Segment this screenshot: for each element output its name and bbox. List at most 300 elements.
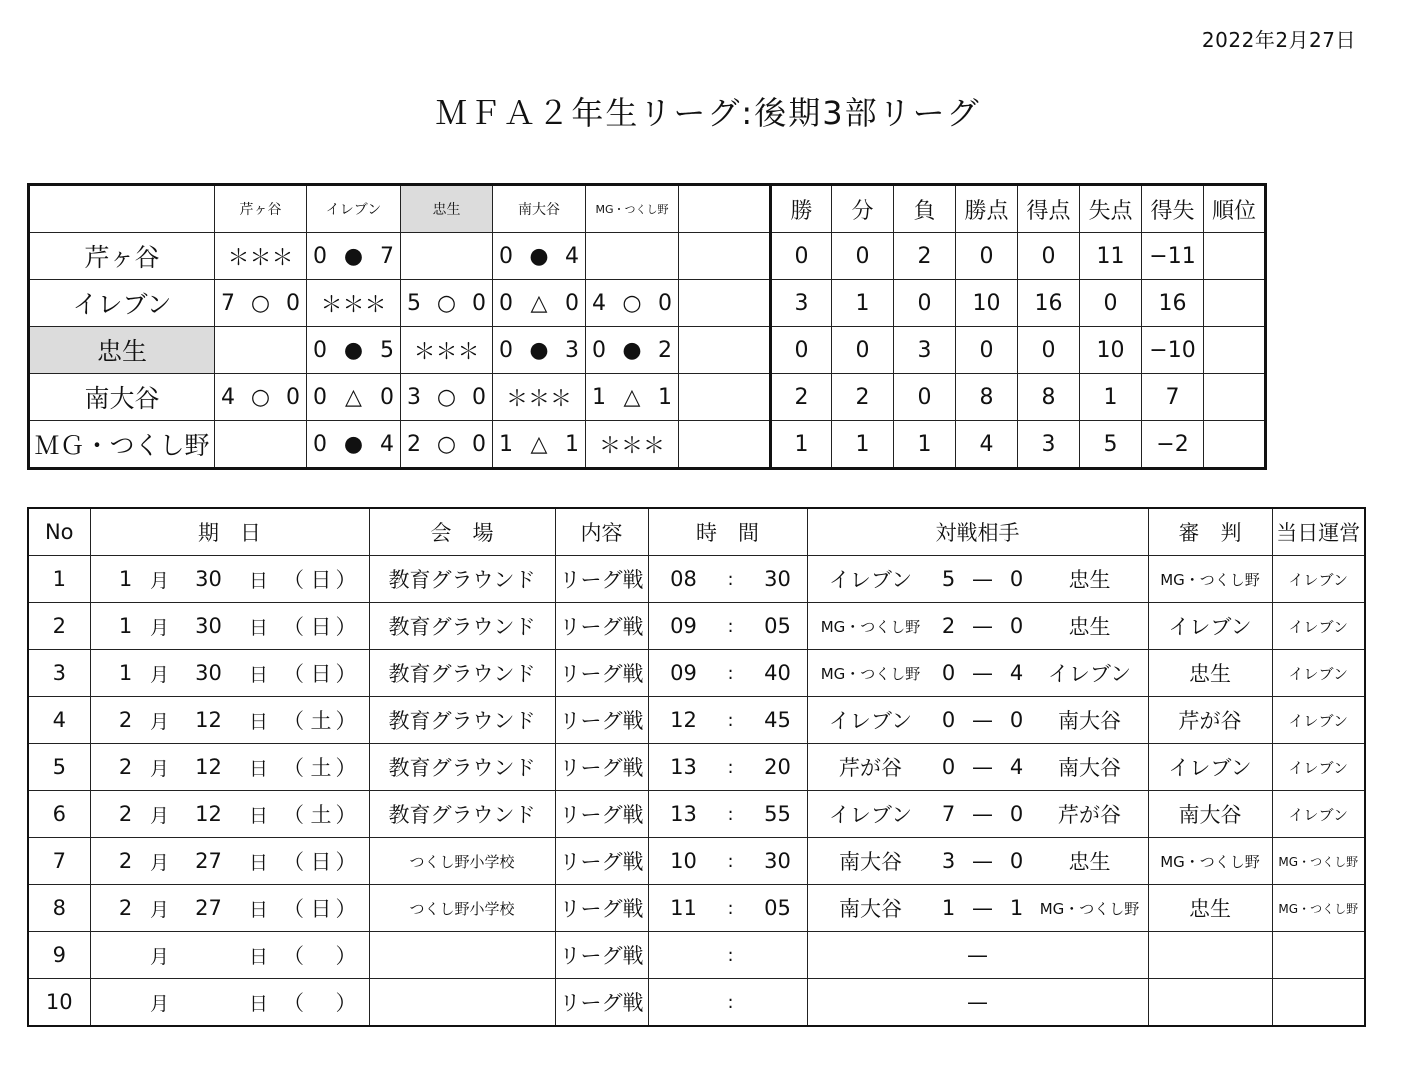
result-cell [215,327,307,374]
team-header: 芹ヶ谷 [215,185,307,233]
page-title: ＭＦＡ２年生リーグ:後期3部リーグ [435,94,981,132]
stat-cell: 2 [894,233,956,280]
result-score [215,291,306,316]
stat-header: 得点 [1018,185,1080,233]
match-opponents [807,744,1148,791]
match-date [90,979,369,1027]
time-colon: : [727,897,734,919]
time-minute: 55 [764,802,791,826]
home-score: 2 [941,614,956,638]
match-time [648,885,807,932]
home-goals: 0 [592,337,606,363]
stat-cell: −10 [1142,327,1204,374]
stat-cell: 8 [1018,374,1080,421]
month-label: 月 [149,992,169,1015]
away-score: 4 [1009,755,1024,779]
match-opponents [807,979,1148,1027]
weekday: 日 [310,568,332,592]
match-date [90,603,369,650]
away-team: 南大谷 [1058,709,1121,733]
result-cell [307,374,401,421]
stat-cell: 16 [1018,280,1080,327]
time-hour: 13 [670,802,697,826]
month-label: 月 [149,945,169,968]
result-cell [215,374,307,421]
home-goals: 0 [499,243,513,269]
venue [369,979,555,1027]
blank-cell [679,327,771,374]
month-label: 月 [149,569,169,592]
schedule-header: 対戦相手 [807,508,1148,556]
away-team: 忠生 [1068,568,1111,592]
score-dash: — [972,708,993,732]
score-dash: — [972,802,993,826]
month-label: 月 [149,851,169,874]
paren-open: （ [283,568,304,592]
blank-header [679,185,771,233]
month-value: 2 [118,802,133,826]
match-number: 8 [28,885,90,932]
time-hour: 11 [670,896,697,920]
score-dash: — [972,614,993,638]
result-cell [307,421,401,469]
standings-row [29,421,1266,469]
result-score [493,432,585,457]
away-score: 4 [1009,661,1024,685]
paren-close: ） [335,756,357,780]
team-header: 南大谷 [493,185,586,233]
result-cell [493,233,586,280]
match-opponents [807,885,1148,932]
home-goals: 0 [313,431,327,457]
stat-cell [1204,374,1266,421]
paren-close: ） [335,991,357,1015]
home-team: 南大谷 [839,850,902,874]
self-match-mark: ＊＊＊ [320,292,387,318]
match-type: リーグ戦 [555,791,648,838]
match-opponents [807,791,1148,838]
weekday: 土 [310,756,332,780]
standings-row [29,233,1266,280]
stat-header: 分 [832,185,894,233]
score-dash: — [972,755,993,779]
match-time [648,650,807,697]
time-colon: : [727,662,734,684]
paren-close: ） [335,897,357,921]
match-number: 6 [28,791,90,838]
schedule-header: 時 間 [648,508,807,556]
schedule-header: No [28,508,90,556]
month-label: 月 [149,898,169,921]
stat-cell: 0 [956,233,1018,280]
blank-cell [679,374,771,421]
result-score [401,291,492,316]
referee: 忠生 [1148,650,1272,697]
away-goals: 0 [657,290,672,316]
paren-open: （ [283,662,304,686]
stat-cell: 1 [1080,374,1142,421]
home-goals: 0 [313,337,327,363]
stat-cell: 1 [832,421,894,469]
document-date: 2022年2月27日 [1201,28,1356,52]
away-team: 忠生 [1068,615,1111,639]
match-opponents [807,650,1148,697]
standings-table [27,183,1267,470]
day-label: 日 [248,663,268,686]
score-dash: — [972,896,993,920]
day-value: 12 [195,755,222,779]
standings-row [29,374,1266,421]
day-value: 30 [195,567,222,591]
stat-cell: 0 [1018,327,1080,374]
result-cell [493,327,586,374]
month-value: 2 [118,755,133,779]
paren-close: ） [335,944,357,968]
result-mark: △ [623,384,641,410]
away-goals: 7 [379,243,394,269]
stat-cell: 1 [832,280,894,327]
match-opponents [807,603,1148,650]
match-date [90,650,369,697]
referee: イレブン [1148,744,1272,791]
away-goals: 1 [657,384,672,410]
paren-close: ） [335,662,357,686]
home-score: 0 [941,661,956,685]
day-value: 27 [195,896,222,920]
away-goals: 0 [285,384,300,410]
result-score [307,244,400,269]
result-score [586,385,678,410]
day-label: 日 [248,804,268,827]
team-header: MG・つくし野 [586,185,679,233]
time-colon: : [727,850,734,872]
schedule-row [28,979,1365,1027]
month-label: 月 [149,616,169,639]
away-goals: 0 [379,384,394,410]
match-type: リーグ戦 [555,697,648,744]
stat-cell: 0 [956,327,1018,374]
result-cell [586,327,679,374]
referee: イレブン [1148,603,1272,650]
result-score [401,385,492,410]
month-label: 月 [149,804,169,827]
time-hour: 09 [670,661,697,685]
team-header: 忠生 [401,185,493,233]
paren-open: （ [283,803,304,827]
day-label: 日 [248,898,268,921]
weekday: 日 [310,850,332,874]
match-opponents [807,697,1148,744]
match-opponents [807,556,1148,603]
weekday: 日 [310,662,332,686]
day-value: 12 [195,708,222,732]
result-cell [493,280,586,327]
match-number: 7 [28,838,90,885]
away-team: 南大谷 [1058,756,1121,780]
result-cell [215,280,307,327]
result-cell [401,374,493,421]
result-cell [307,233,401,280]
home-team: MG・つくし野 [820,664,921,683]
result-mark: ○ [622,290,642,316]
stat-cell: 3 [1018,421,1080,469]
home-goals: 0 [499,290,513,316]
schedule-header: 審 判 [1148,508,1272,556]
match-date [90,932,369,979]
day-label: 日 [248,616,268,639]
match-type: リーグ戦 [555,650,648,697]
time-colon: : [727,568,734,590]
schedule-row [28,697,1365,744]
score-dash: — [967,943,988,967]
day-label: 日 [248,851,268,874]
away-score: 0 [1009,708,1024,732]
home-score: 0 [941,755,956,779]
paren-close: ） [335,709,357,733]
match-type: リーグ戦 [555,979,648,1027]
stat-header: 負 [894,185,956,233]
home-goals: 2 [407,431,421,457]
month-value: 1 [118,567,133,591]
away-goals: 0 [471,431,486,457]
match-time [648,603,807,650]
venue: 教育グラウンド [369,744,555,791]
home-score: 0 [941,708,956,732]
stat-header: 勝点 [956,185,1018,233]
score-dash: — [972,661,993,685]
referee: MG・つくし野 [1148,838,1272,885]
away-goals: 3 [564,337,579,363]
stat-cell: 1 [771,421,832,469]
result-score [215,385,306,410]
referee: 芹が谷 [1148,697,1272,744]
result-mark: ○ [436,431,457,457]
home-score: 1 [941,896,956,920]
day-label: 日 [248,569,268,592]
stat-cell: 0 [832,327,894,374]
result-mark: ● [343,337,364,363]
venue: 教育グラウンド [369,791,555,838]
home-team: 芹が谷 [839,756,902,780]
time-colon: : [727,944,734,966]
team-header: イレブン [307,185,401,233]
time-colon: : [727,991,734,1013]
match-type: リーグ戦 [555,932,648,979]
home-score: 3 [941,849,956,873]
result-score [493,291,585,316]
away-score: 1 [1009,896,1024,920]
result-cell [401,421,493,469]
away-score: 0 [1009,614,1024,638]
schedule-header-row [28,508,1365,556]
result-mark: ○ [436,290,457,316]
result-mark: ● [529,337,549,363]
paren-open: （ [283,615,304,639]
match-time [648,697,807,744]
day-label: 日 [248,945,268,968]
stat-cell: −11 [1142,233,1204,280]
organizer: イレブン [1272,791,1365,838]
venue: 教育グラウンド [369,556,555,603]
organizer [1272,979,1365,1027]
referee [1148,979,1272,1027]
result-cell [307,280,401,327]
result-score [307,338,400,363]
stat-cell: 0 [1080,280,1142,327]
result-score [307,385,400,410]
stat-cell: 0 [771,233,832,280]
schedule-row [28,603,1365,650]
corner-cell [29,185,215,233]
match-number: 2 [28,603,90,650]
result-cell [215,233,307,280]
home-team: イレブン [828,568,913,592]
stat-cell [1204,421,1266,469]
time-colon: : [727,756,734,778]
result-mark: ○ [436,384,457,410]
paren-open: （ [283,991,304,1015]
match-opponents [807,932,1148,979]
match-time [648,791,807,838]
venue: つくし野小学校 [369,885,555,932]
organizer [1272,932,1365,979]
stat-cell: 11 [1080,233,1142,280]
home-goals: 0 [499,337,513,363]
time-hour: 09 [670,614,697,638]
time-hour: 13 [670,755,697,779]
stat-header: 得失 [1142,185,1204,233]
month-label: 月 [149,710,169,733]
day-value: 30 [195,661,222,685]
result-score [586,291,678,316]
match-time [648,556,807,603]
away-goals: 0 [471,290,486,316]
away-goals: 0 [471,384,486,410]
away-score: 0 [1009,849,1024,873]
venue: つくし野小学校 [369,838,555,885]
schedule-header: 当日運営 [1272,508,1365,556]
self-match-mark: ＊＊＊ [505,386,572,412]
result-score [401,432,492,457]
away-team: 忠生 [1068,850,1111,874]
match-number: 3 [28,650,90,697]
referee: 忠生 [1148,885,1272,932]
match-number: 9 [28,932,90,979]
time-colon: : [727,615,734,637]
schedule-row [28,556,1365,603]
result-cell [215,421,307,469]
team-name: イレブン [29,280,215,327]
match-type: リーグ戦 [555,603,648,650]
venue [369,932,555,979]
stat-cell: 16 [1142,280,1204,327]
organizer: MG・つくし野 [1272,885,1365,932]
self-match-mark: ＊＊＊ [227,245,294,271]
away-score: 0 [1009,567,1024,591]
result-cell [586,421,679,469]
home-goals: 7 [221,290,235,316]
stat-cell: 10 [956,280,1018,327]
stat-cell: 0 [894,280,956,327]
match-type: リーグ戦 [555,556,648,603]
stat-cell [1204,280,1266,327]
time-minute: 40 [764,661,791,685]
venue: 教育グラウンド [369,603,555,650]
home-goals: 5 [407,290,421,316]
stat-cell: −2 [1142,421,1204,469]
home-team: イレブン [828,803,913,827]
organizer: イレブン [1272,697,1365,744]
referee: MG・つくし野 [1148,556,1272,603]
stat-cell [1204,233,1266,280]
day-value: 30 [195,614,222,638]
stat-cell [1204,327,1266,374]
result-score [307,432,400,457]
paren-open: （ [283,944,304,968]
time-minute: 20 [764,755,791,779]
blank-cell [679,280,771,327]
match-date [90,885,369,932]
result-mark: ● [343,431,364,457]
match-number: 1 [28,556,90,603]
result-cell [401,280,493,327]
paren-open: （ [283,709,304,733]
stat-cell: 4 [956,421,1018,469]
schedule-row [28,885,1365,932]
match-date [90,556,369,603]
referee: 南大谷 [1148,791,1272,838]
stat-cell: 2 [832,374,894,421]
weekday: 土 [310,709,332,733]
match-type: リーグ戦 [555,744,648,791]
result-cell [401,327,493,374]
month-value: 2 [118,708,133,732]
venue: 教育グラウンド [369,697,555,744]
time-colon: : [727,709,734,731]
day-value: 27 [195,849,222,873]
away-goals: 5 [379,337,394,363]
team-name: 南大谷 [29,374,215,421]
schedule-header: 期 日 [90,508,369,556]
schedule-header: 会 場 [369,508,555,556]
home-goals: 0 [313,243,327,269]
home-goals: 1 [592,384,606,410]
result-mark: △ [530,290,548,316]
paren-close: ） [335,568,357,592]
match-date [90,744,369,791]
away-score: 0 [1009,802,1024,826]
match-time [648,932,807,979]
schedule-row [28,650,1365,697]
self-match-mark: ＊＊＊ [413,339,480,365]
organizer: イレブン [1272,603,1365,650]
away-goals: 0 [564,290,579,316]
away-goals: 0 [285,290,300,316]
standings-row [29,327,1266,374]
time-colon: : [727,803,734,825]
away-team: イレブン [1047,662,1132,686]
home-goals: 4 [221,384,235,410]
venue: 教育グラウンド [369,650,555,697]
time-hour: 10 [670,849,697,873]
schedule-table [27,507,1366,1027]
result-mark: ● [529,243,549,269]
schedule-row [28,791,1365,838]
time-hour: 12 [670,708,697,732]
result-score [493,338,585,363]
standings-header-row [29,185,1266,233]
match-number: 4 [28,697,90,744]
